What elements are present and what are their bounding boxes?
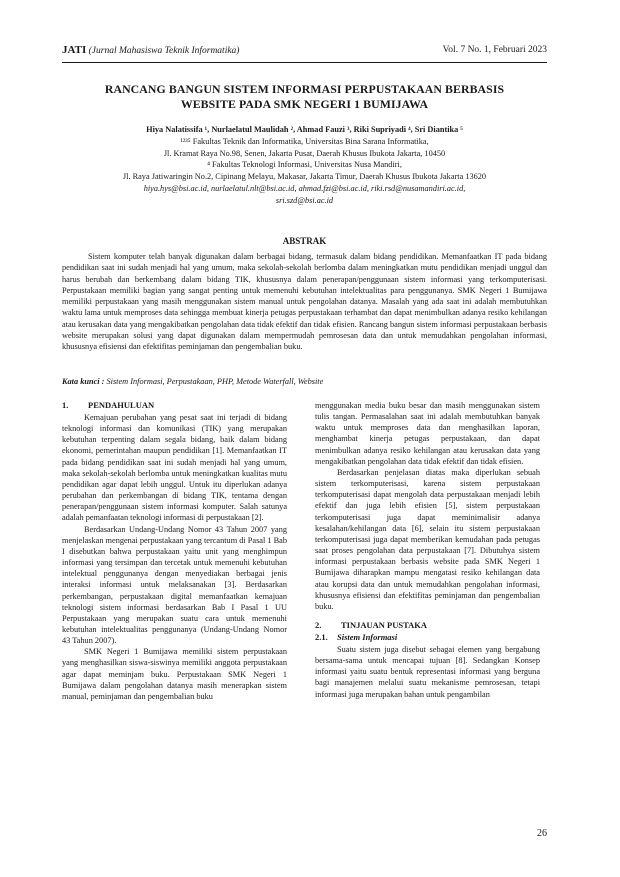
title-line-1: RANCANG BANGUN SISTEM INFORMASI PERPUSTAKAAN BERBASIS: [104, 82, 505, 96]
affiliation-2-name: ⁴ Fakultas Teknologi Informasi, Universitas Nusa Mandiri,: [207, 160, 402, 170]
section-1-title: PENDAHULUAN: [88, 400, 155, 410]
subsection-2-1-title: Sistem Informasi: [337, 631, 398, 642]
abstract-body: [62, 251, 547, 353]
affiliation-1-name: ¹²³⁵ Fakultas Teknik dan Informatika, Universitas Bina Sarana Informatika,: [180, 136, 429, 146]
journal-name: [62, 44, 239, 56]
section-2-title: TINJAUAN PUSTAKA: [341, 619, 428, 630]
author-emails-1: hiya.hys@bsi.ac.id, nurlaelatul.nlt@bsi.ac.id, ahmad.fzi@bsi.ac.id, riki.rsd@nusamandiri.ac.id,: [143, 183, 466, 193]
journal-full: (Jurnal Mahasiswa Teknik Informatika): [88, 46, 240, 56]
paper-title: [62, 82, 547, 112]
intro-paragraph-3: SMK Negeri 1 Bumijawa memiliki sistem perpustakaan yang menghasilkan siswa-siswinya memiliki anggota perpustakaan agar dapat meminjam buku. Perpustakaan SMK Negeri 1 Bumijawa dalam pengolahan datanya masih menerapkan sistem manual, peminjaman dan pengembalian buku: [62, 647, 287, 701]
intro-paragraph-3-continued: menggunakan media buku besar dan masih menggunakan sistem tulis tangan. Permasalahan saat ini adalah membutuhkan banyak waktu untuk memproses data dan menghasilkan laporan, menghambat kinerja petugas perpustakaan, dan dapat menimbulkan adanya resiko kehilangan atau kerusakan data yang mengakibatkan pengolahan data tidak efektif dan tidak efisien.: [315, 401, 540, 466]
keywords-label: Kata kunci :: [62, 377, 105, 386]
intro-paragraph-1: Kemajuan perubahan yang pesat saat ini terjadi di bidang teknologi informasi dan komunikasi (TIK) yang merupakan kebutuhan terpenting dalam segala bidang, baik dalam bidang ekonomi, pemerintahan maupun pendidikan [1]. Memanfaatkan IT pada bidang pendidikan saat ini sudah menjadi hal yang umum, maka sekolah-sekolah berlomba untuk meningkatkan kualitas mutu pendidikan agar dapat lebih unggul. Untuk itu diperlukan adanya perubahan dan perkembangan di bidang TIK, tentama dengan penerapan/penggunaan sistem informasi komputer. Salah satunya adalah pemanfaatan teknologi informasi di perpustakaan [2].: [62, 413, 287, 523]
abstract-text: Sistem komputer telah banyak digunakan dalam berbagai bidang, termasuk dalam bidang pendidikan. Memanfaatkan IT pada bidang pendidikan saat ini sudah menjadi hal yang umum, maka sekolah-sekolah berlomba dalam meningkatkan mutu pendidikan menjadi unggul dan harus berubah dan berkembang dalam bidang TIK, khususnya dalam penerapan/penggunaan sistem informasi yang terkomputerisasi. Perpustakaan memiliki bagian yang sangat penting untuk memenuhi kebutuhan intelektualitas para penggunanya. SMK Negeri 1 Bumijawa memiliki perpustakaan yang masih menggunakan sistem manual untuk pengolahan datanya. Masalah yang ada saat ini adalah membutuhkan waktu lama untuk memproses data sehingga membuat kinerja petugas perpustakaan terhambat dan dapat menimbulkan adanya resiko kehilangan atau kerusakan data yang mengakibatkan pengolahan data tidak efektif dan tidak efisien. Rancang bangun sistem informasi perpustakaan berbasis website merupakan solusi yang dapat digunakan dalam mempermudah pemrosesan data dan untuk memudahkan pengolahan informasi, khususnya efisiensi dan efektifitas peminjaman dan pengembalian buku.: [62, 252, 547, 352]
page-number: 26: [537, 828, 547, 839]
author-block: [62, 124, 547, 207]
keywords: [62, 377, 547, 386]
journal-short: JATI: [62, 44, 87, 56]
title-line-2: WEBSITE PADA SMK NEGERI 1 BUMIJAWA: [180, 97, 429, 111]
section-heading-1: [62, 400, 287, 412]
literature-paragraph-1: Suatu sistem juga disebut sebagai elemen yang bergabung bersama-sama untuk mencapai tujuan [8]. Sedangkan Konsep informasi yaitu suatu bentuk representasi informasi yang berguna bagi manajemen melalui suatu mekanisme pemrosesan, tetapi informasi juga merupakan bahan untuk pengambilan: [315, 644, 540, 699]
intro-paragraph-2: Berdasarkan Undang-Undang Nomor 43 Tahun 2007 yang menjelaskan mengenai perpustakaan yang tercantum di Pasal 1 Bab I disebutkan bahwa perpustakaan yaitu unit yang menghimpun informasi yang tersimpan dan tercetak untuk memenuhi kebutuhan intelektual penggunanya dengan menyediakan berbagai jenis interaksi informasi untuk melaksanakan [3]. Berdasarkan perkembangan, perpustakaan digital memanfaatkan kemajuan teknologi sistem informasi berdasarkan Bab I Pasal 1 UU Perpustakaan yang merupakan suatu cara untuk memenuhi kebutuhan intelektualitas penggunanya (Undang-Undang Nomor 43 Tahun 2007).: [62, 524, 287, 646]
volume-info: Vol. 7 No. 1, Februari 2023: [442, 45, 547, 55]
subsection-heading-2-1: [315, 632, 540, 644]
author-emails-2: sri.szd@bsi.ac.id: [275, 195, 334, 205]
left-column: [62, 400, 287, 702]
header-rule: [62, 62, 547, 63]
intro-paragraph-4: Berdasarkan penjelasan diatas maka diperlukan sebuah sistem terkomputerisasi, karena sistem perpustakaan terkomputerisasi dapat mengolah data perpustakaan menjadi lebih efektif dan juga lebih efisien [5], sistem perpustakaan terkomputerisasi juga dapat meminimalisir adanya kesalahan/kehilangan data [6], selain itu sistem perpustakaan terkomputerisasi juga dapat memberikan kemudahan pada petugas saat proses pengolahan data perpustakaan [7]. Dibutuhya sistem informasi perpustakaan berbasis website pada SMK Negeri 1 Bumijawa diharapkan mampu mengatasi resiko kehilangan data atau korupsi data dan untuk memudahkan pengolahan informasi, khususnya efisiensi dan efektifitas peminjaman dan pengembalian buku.: [315, 467, 540, 611]
keywords-text: Sistem Informasi, Perpustakaan, PHP, Metode Waterfall, Website: [106, 377, 324, 386]
running-header: [62, 44, 547, 60]
subsection-2-1-number: 2.1.: [315, 631, 328, 642]
section-heading-2: [315, 620, 540, 632]
section-2-number: 2.: [315, 619, 322, 630]
right-column: [315, 400, 540, 700]
section-1-number: 1.: [62, 400, 69, 410]
affiliation-1-address: Jl. Kramat Raya No.98, Senen, Jakarta Pusat, Daerah Khusus Ibukota Jakarta, 10450: [163, 148, 446, 158]
author-names: Hiya Nalatissifa ¹, Nurlaelatul Maulidah ², Ahmad Fauzi ³, Riki Supriyadi ⁴, Sri Diantika ⁵: [146, 125, 463, 134]
affiliation-2-address: Jl. Raya Jatiwaringin No.2, Cipinang Melayu, Makasar, Jakarta Timur, Daerah Khusus Ibukota Jakarta 13620: [122, 172, 487, 182]
abstract-heading: ABSTRAK: [282, 236, 327, 246]
